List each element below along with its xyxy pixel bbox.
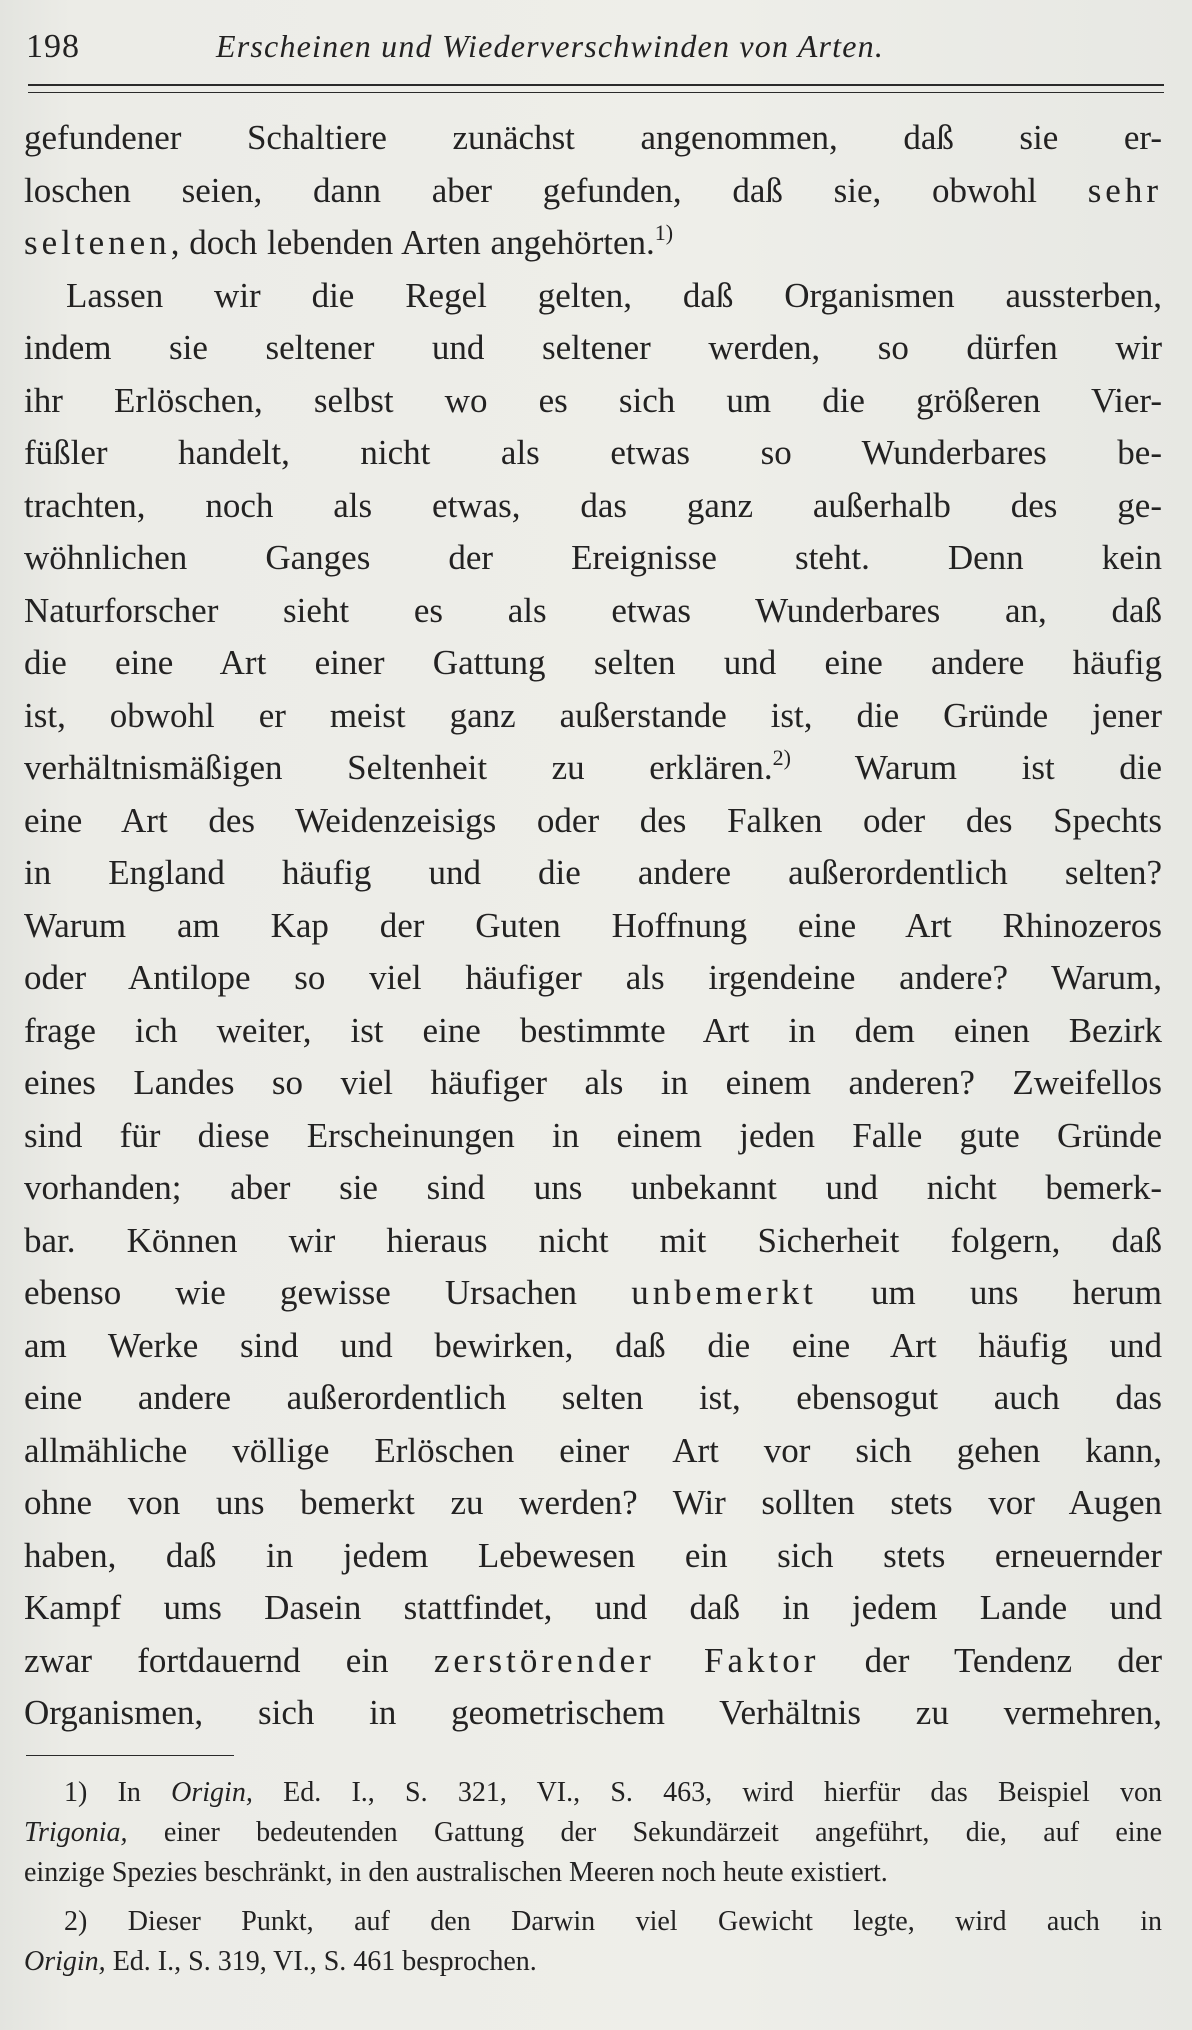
text-line: Lassen wir die Regel gelten, daß Organismen aussterben, bbox=[66, 275, 1162, 315]
footnote-1-line-3: einzige Spezies beschränkt, in den australischen Meeren noch heute existiert. bbox=[24, 1857, 888, 1888]
footnote-2: 2) Dieser Punkt, auf den Darwin viel Gewicht legte, wird auch in bbox=[64, 1906, 1162, 1937]
text-line: ihr Erlöschen, selbst wo es sich um die größeren Vier- bbox=[24, 380, 1162, 420]
text-line: Organismen, sich in geometrischem Verhältnis zu vermehren, bbox=[24, 1693, 1162, 1732]
text-line: in England häufig und die andere außerordentlich selten? bbox=[24, 853, 1162, 892]
footnote-1-line-2: Trigonia, einer bedeutenden Gattung der Sekundärzeit angeführt, die, auf eine bbox=[24, 1817, 1162, 1848]
text-line: Kampf ums Dasein stattfindet, und daß in jedem Lande und bbox=[24, 1588, 1162, 1627]
text-line: loschen seien, dann aber gefunden, daß sie, obwohl sehr bbox=[24, 170, 1162, 210]
main-text bbox=[24, 112, 1162, 1740]
header-rule-thin bbox=[28, 92, 1164, 93]
emphasis-spaced: sehr bbox=[1087, 170, 1162, 210]
text-line: wöhnlichen Ganges der Ereignisse steht. Denn kein bbox=[24, 538, 1162, 577]
text-line: Naturforscher sieht es als etwas Wunderbares an, daß bbox=[24, 590, 1162, 630]
text-line: frage ich weiter, ist eine bestimmte Art in dem einen Bezirk bbox=[24, 1010, 1162, 1050]
emphasis-spaced: seltenen bbox=[24, 223, 171, 262]
footnotes bbox=[24, 1773, 1162, 1982]
text-line: bar. Können wir hieraus nicht mit Sicherheit folgern, daß bbox=[24, 1220, 1162, 1260]
header-rule-thick bbox=[28, 84, 1164, 86]
footnote-1: 1) In Origin, Ed. I., S. 321, VI., S. 463, wird hierfür das Beispiel von bbox=[64, 1777, 1162, 1808]
text-line: indem sie seltener und seltener werden, so dürfen wir bbox=[24, 328, 1162, 367]
text-line: vorhanden; aber sie sind uns unbekannt und nicht bemerk- bbox=[24, 1168, 1162, 1207]
emphasis-spaced: unbemerkt bbox=[631, 1273, 817, 1312]
text-line: eine andere außerordentlich selten ist, ebensogut auch das bbox=[24, 1378, 1162, 1417]
text-line: zwar fortdauernd ein zerstörender Faktor der Tendenz der bbox=[24, 1640, 1162, 1680]
text-line: gefundener Schaltiere zunächst angenommen, daß sie er- bbox=[24, 118, 1162, 157]
text-line: am Werke sind und bewirken, daß die eine Art häufig und bbox=[24, 1325, 1162, 1365]
text-line: Warum am Kap der Guten Hoffnung eine Art Rhinozeros bbox=[24, 905, 1162, 945]
text-line: haben, daß in jedem Lebewesen ein sich stets erneuernder bbox=[24, 1535, 1162, 1575]
text-line: ohne von uns bemerkt zu werden? Wir sollten stets vor Augen bbox=[24, 1483, 1162, 1522]
text-line: die eine Art einer Gattung selten und eine andere häufig bbox=[24, 643, 1162, 682]
footnote-2-line-2: Origin, Ed. I., S. 319, VI., S. 461 besprochen. bbox=[24, 1946, 537, 1977]
text-line: oder Antilope so viel häufiger als irgendeine andere? Warum, bbox=[24, 958, 1162, 997]
text-line: seltenen, doch lebenden Arten angehörten.$^{1)}$ bbox=[24, 220, 674, 262]
footnote-ref-1[interactable]: 1) bbox=[654, 220, 674, 245]
running-title: Erscheinen und Wiederverschwinden von Arten. bbox=[216, 28, 885, 64]
text-line: allmähliche völlige Erlöschen einer Art vor sich gehen kann, bbox=[24, 1430, 1162, 1470]
text-line: eines Landes so viel häufiger als in einem anderen? Zweifellos bbox=[24, 1063, 1162, 1102]
text-line: ist, obwohl er meist ganz außerstande ist, die Gründe jener bbox=[24, 695, 1162, 735]
footnote-divider bbox=[26, 1755, 234, 1756]
page-number: 198 bbox=[26, 28, 80, 65]
text-line: sind für diese Erscheinungen in einem jeden Falle gute Gründe bbox=[24, 1115, 1162, 1155]
emphasis-spaced: zerstörender Faktor bbox=[433, 1640, 820, 1680]
text-line: füßler handelt, nicht als etwas so Wunderbares be- bbox=[24, 433, 1162, 472]
footnote-ref-2[interactable]: 2) bbox=[772, 745, 791, 770]
text-line: eine Art des Weidenzeisigs oder des Falken oder des Spechts bbox=[24, 800, 1162, 840]
page-header bbox=[26, 20, 1166, 76]
text-line: ebenso wie gewisse Ursachen unbemerkt um uns herum bbox=[24, 1273, 1162, 1312]
text-line: trachten, noch als etwas, das ganz außerhalb des ge- bbox=[24, 485, 1162, 525]
text-line: verhältnismäßigen Seltenheit zu erklären.$^{2)}$ Warum ist die bbox=[24, 745, 1162, 787]
